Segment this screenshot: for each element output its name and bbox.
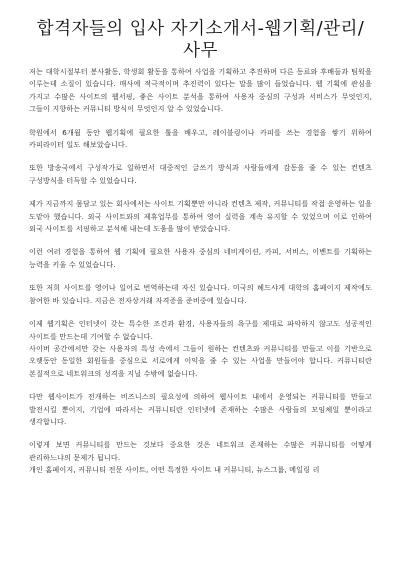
paragraph: 다만 웹사이트가 전개하는 비즈니스의 필요성에 의하여 웹사이트 내에서 운영되는 커뮤니티를 만들고 발전시킬 뿐이지, 기업에 따라서는 커뮤니티란 인터넷에 존재하는 수많은 사람들의 모임체일 뿐이라고 생각합니다. — [29, 392, 372, 426]
paragraph: 이런 여러 경험을 통하여 웹 기획에 필요한 사용자 중심의 네비게이션, 카피, 서비스, 이벤트를 기획하는 능력을 키울 수 있었습니다. — [29, 247, 372, 269]
paragraph: 개인 홈페이지, 커뮤니티 전문 사이트, 어떤 특정한 사이트 내 커뮤니티, 뉴스그룹, 메일링 리 — [29, 465, 320, 475]
paragraph: 저는 대학시절부터 봉사활동, 학생회 활동을 통하여 사업을 기획하고 추진하며 다른 동료와 후배들과 팀웍을 이루는데 소질이 있습니다. 매사에 적극적이며 추진력이 있다는 말을 많이 들었습니다. 웹 기획에 관심을 가지고 수많은 사이트의 웹서핑, 좋은 사이트 분석을 통하여 사용자 중심의 구성과 서비스가 무엇인지, 그들이 지향하는 커뮤니티 방식이 무엇인지 알 수 있었습니다. — [29, 67, 372, 114]
paragraph: 또한 방송국에서 구성작가로 일하면서 대중적인 글쓰기 방식과 사람들에게 감동을 줄 수 있는 컨텐츠 구성방식을 터득할 수 있었습니다. — [29, 163, 372, 185]
paragraph: 학원에서 6개월 동안 웹기획에 필요한 툴을 배우고, 레이블링이나 카피를 쓰는 경험을 쌓기 위하여 카피라이터 일도 해보았습니다. — [29, 127, 372, 150]
document-body — [29, 66, 372, 477]
document-title: 합격자들의 입사 자기소개서-웹기획/관리/사무 — [36, 19, 365, 61]
paragraph: 이제 웹기획은 인터넷이 갖는 특수한 조건과 환경, 사용자들의 욕구를 제대로 파악하지 않고도 성공적인 사이트를 만드는데 기여할 수 없습니다. — [29, 319, 372, 341]
paragraph: 제가 지금까지 몸담고 있는 회사에서는 사이트 기획뿐만 아니라 컨텐츠 제작, 커뮤니티를 작접 운영하는 일을 도맡아 했습니다. 외국 사이트와의 제휴업무를 통하여 영어 실력을 계속 유지할 수 있었으며 이로 인하여 외국 사이트를 서핑하고 분석해 내는데 도움을 많이 받았습니다. — [29, 199, 372, 234]
paragraph: 이렇게 보면 커뮤니티를 만드는 것보다 중요한 것은 네트워크 존재하는 수많은 커뮤니티를 어떻게 관리하느냐의 문제가 됩니다. — [29, 440, 372, 462]
paragraph: 사이버 공간에서만 갖는 사용자의 특성 속에서 그들이 원하는 컨텐츠와 커뮤니티를 만들고 이를 기반으로 오랫동안 동일한 회원들을 중심으로 서로에게 이익을 줄 수 있는 사업을 만들어야 합니다. 커뮤니티란 본질적으로 네트워크의 성격을 지닐 수밖에 없습니다. — [29, 343, 372, 378]
paragraph: 또한 저희 사이트를 영어나 일어로 번역하는데 자신 있습니다. 미국의 헤드샤게 대학의 홈페이지 제작에도 참여한 바 있습니다. 지금은 전자상거래 자격증을 준비중에 있습니다. — [29, 283, 372, 305]
